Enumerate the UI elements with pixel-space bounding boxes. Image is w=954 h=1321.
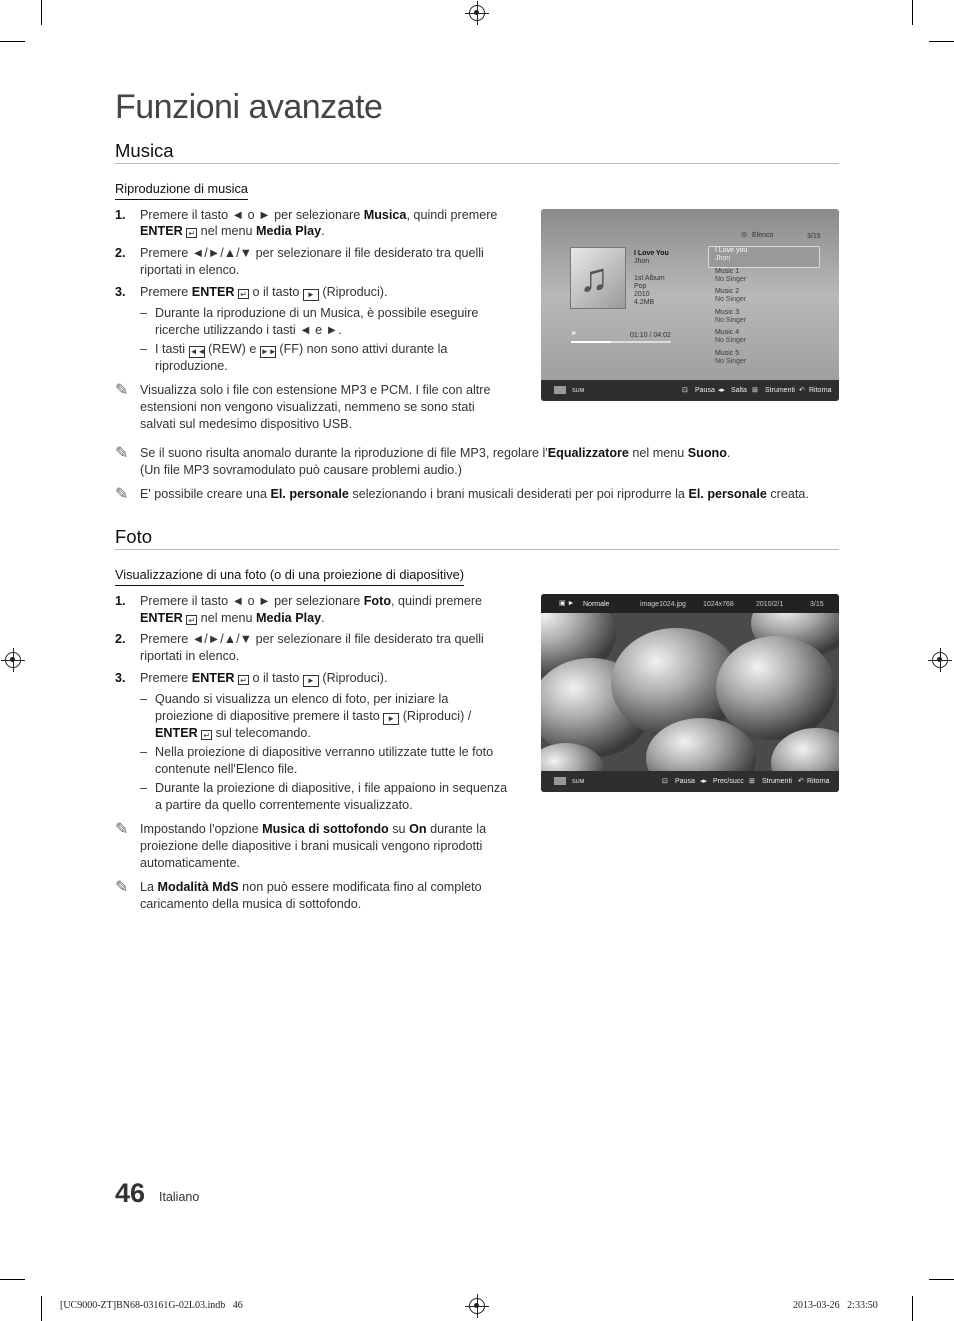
dash-text: Durante la proiezione di diapositive, i file appaiono in sequenza xyxy=(155,781,508,795)
song-title: I Love You xyxy=(634,250,669,257)
dash-text: riproduzione. xyxy=(155,359,228,373)
foto-note-2 xyxy=(115,879,515,911)
song-artist: Jhon xyxy=(634,258,650,265)
play-time: 01:10 / 04:02 xyxy=(630,332,671,339)
track-artist: No Singer xyxy=(715,316,747,324)
step-text: o il tasto xyxy=(248,285,303,299)
musica-note-1 xyxy=(115,382,515,431)
note-text: nel menu xyxy=(628,446,688,460)
musica-note-2 xyxy=(115,445,839,477)
dash-text: (Riproduci) / xyxy=(399,709,472,723)
photo-mode-icon: ▣ ► xyxy=(559,600,575,607)
step-number: 2. xyxy=(115,632,126,646)
note-pencil-icon: ✎ xyxy=(115,486,129,503)
apples-photo xyxy=(541,613,839,771)
note-text: durante la xyxy=(426,822,487,836)
note-text: selezionando i brani musicali desiderati per poi riprodurre la xyxy=(348,487,689,501)
enter-icon: ↵ xyxy=(186,615,197,625)
crop-mark xyxy=(912,1296,913,1321)
page-title: Funzioni avanzate xyxy=(115,88,383,126)
foto-dash-1 xyxy=(140,691,520,740)
photo-date: 2010/2/1 xyxy=(756,601,784,608)
album-art xyxy=(570,247,626,309)
musica-dash-1 xyxy=(140,305,520,337)
note-bold: Musica di sottofondo xyxy=(262,822,389,836)
step-text: nel menu xyxy=(197,224,256,238)
note-text: caricamento della musica di sottofondo. xyxy=(140,897,362,911)
dash-bullet: – xyxy=(140,342,148,356)
track-title[interactable]: Music 4 xyxy=(715,329,740,336)
step-text: Premere xyxy=(140,285,192,299)
skip-button-label: Salta xyxy=(731,387,747,394)
step-number: 1. xyxy=(115,594,126,608)
step-text: riportati in elenco. xyxy=(140,649,240,663)
step-text: (Riproduci). xyxy=(318,671,388,685)
progress-bar xyxy=(571,341,671,343)
foto-dash-2 xyxy=(140,744,520,776)
note-pencil-icon: ✎ xyxy=(115,382,129,399)
enter-label: ENTER xyxy=(191,285,235,299)
track-artist: Jhon xyxy=(715,255,731,262)
enter-icon: ↵ xyxy=(238,289,249,299)
section-heading-foto: Foto xyxy=(115,526,153,547)
crop-mark xyxy=(929,1279,954,1280)
list-label: Elenco xyxy=(752,232,774,239)
fast-forward-icon: ►► xyxy=(260,347,277,356)
step-text: Premere ◄/►/▲/▼ per selezionare il file desiderato tra quelli xyxy=(140,632,484,646)
dash-text: sul telecomando. xyxy=(212,726,311,740)
song-album: 1st Album xyxy=(634,275,665,282)
note-text: proiezione delle diapositive i brani musicali vengono riprodotti xyxy=(140,839,483,853)
footer-timestamp: 2013-03-26 2:33:50 xyxy=(793,1300,878,1311)
pause-button-label: Pausa xyxy=(695,387,715,394)
foto-step-3 xyxy=(115,670,515,687)
return-button-label: Ritorna xyxy=(809,387,832,394)
dash-text: contenute nell'Elenco file. xyxy=(155,762,298,776)
list-count: 3/15 xyxy=(807,233,821,240)
dash-bullet: – xyxy=(140,692,148,706)
foto-step-2 xyxy=(115,631,515,663)
note-text: Visualizza solo i file con estensione MP3 e PCM. I file con altre xyxy=(140,383,491,397)
step-text: . xyxy=(321,224,325,238)
step-bold: Media Play xyxy=(256,224,322,238)
photo-viewer-screenshot xyxy=(541,594,839,792)
registration-mark-icon xyxy=(932,652,948,668)
track-artist: No Singer xyxy=(715,296,747,303)
crop-mark xyxy=(41,0,42,25)
step-bold: Media Play xyxy=(256,611,322,625)
play-icon: ► xyxy=(303,675,319,687)
play-status-icon: ► xyxy=(571,330,578,337)
enter-label: ENTER xyxy=(191,671,235,685)
play-icon: ► xyxy=(383,713,399,725)
crop-mark xyxy=(912,0,913,25)
dash-text: I tasti xyxy=(155,342,189,356)
page-language: Italiano xyxy=(159,1190,200,1204)
device-label: SUM xyxy=(572,779,585,785)
prev-next-arrows-icon: ◂▸ xyxy=(700,778,708,785)
crop-mark xyxy=(0,41,25,42)
track-title[interactable]: Music 3 xyxy=(715,308,740,316)
step-text: nel menu xyxy=(197,611,256,625)
page-number: 46 xyxy=(115,1178,146,1208)
photo-mode: Normale xyxy=(583,601,610,608)
note-text: creata. xyxy=(766,487,809,501)
step-text: Premere il tasto ◄ o ► per selezionare xyxy=(140,208,364,222)
enter-label: ENTER xyxy=(155,726,198,740)
return-icon: ↶ xyxy=(799,387,805,394)
note-text: Impostando l'opzione xyxy=(140,822,263,836)
foto-step-1 xyxy=(115,593,515,625)
music-note-icon: ♫ xyxy=(579,256,609,300)
dash-text: (FF) non sono attivi durante la xyxy=(275,342,448,356)
pause-button-label: Pausa xyxy=(675,778,695,785)
step-number: 3. xyxy=(115,671,126,685)
play-icon: ► xyxy=(303,289,319,301)
track-title[interactable]: I Love you xyxy=(715,247,748,254)
photo-count: 3/15 xyxy=(810,601,824,608)
note-text: La xyxy=(140,880,158,894)
registration-mark-icon xyxy=(469,1298,485,1314)
foto-note-1 xyxy=(115,821,515,870)
crop-mark xyxy=(929,41,954,42)
musica-step-3 xyxy=(115,284,515,301)
track-title[interactable]: Music 5 xyxy=(715,349,740,357)
step-text: (Riproduci). xyxy=(318,285,388,299)
note-bold: Equalizzatore xyxy=(547,446,629,460)
prev-next-button-label: Prec/succ xyxy=(713,778,744,785)
note-text: non può essere modificata fino al completo xyxy=(238,880,482,894)
step-text: o il tasto xyxy=(248,671,303,685)
song-year: 2010 xyxy=(634,291,650,298)
dash-text: Durante la riproduzione di un Musica, è possibile eseguire xyxy=(155,306,479,320)
note-bold: El. personale xyxy=(270,487,349,501)
musica-dash-2 xyxy=(140,341,520,373)
note-text: . xyxy=(726,446,731,460)
step-text: Premere xyxy=(140,671,192,685)
enter-icon: ↵ xyxy=(238,675,249,685)
dash-text: proiezione di diapositive premere il tasto xyxy=(155,709,384,723)
step-bold: Musica xyxy=(363,208,407,222)
photo-resolution: 1024x768 xyxy=(703,601,734,608)
dash-bullet: – xyxy=(140,745,148,759)
skip-arrows-icon: ◂▸ xyxy=(718,387,726,394)
registration-mark-icon xyxy=(5,652,21,668)
step-text: riportati in elenco. xyxy=(140,263,240,277)
enter-label: ENTER xyxy=(140,611,183,625)
step-text: . xyxy=(321,611,325,625)
musica-step-2 xyxy=(115,245,515,277)
footer-file-info: [UC9000-ZT]BN68-03161G-02L03.indb 46 xyxy=(60,1300,243,1311)
dash-bullet: – xyxy=(140,781,148,795)
step-text: Premere il tasto ◄ o ► per selezionare xyxy=(140,594,364,608)
photo-filename: image1024.jpg xyxy=(640,601,686,608)
usb-device-icon xyxy=(554,386,566,394)
note-bold: Modalità MdS xyxy=(157,880,239,894)
section-heading-musica: Musica xyxy=(115,140,174,161)
track-title[interactable]: Music 2 xyxy=(715,288,740,295)
crop-mark xyxy=(41,1296,42,1321)
crop-mark xyxy=(0,1279,25,1280)
enter-icon: ↵ xyxy=(186,228,197,238)
track-artist: No Singer xyxy=(715,275,747,283)
music-player-screenshot xyxy=(541,209,839,401)
subheading-musica: Riproduzione di musica xyxy=(115,181,248,200)
dash-text: (REW) e xyxy=(204,342,260,356)
enter-label: ENTER xyxy=(140,224,183,238)
return-icon: ↶ xyxy=(798,778,804,785)
musica-note-3 xyxy=(115,486,839,504)
step-number: 2. xyxy=(115,246,126,260)
tools-icon: ⊞ xyxy=(752,387,758,394)
note-text: estensioni non vengono visualizzati, nemmeno se sono stati xyxy=(140,400,475,414)
step-bold: Foto xyxy=(363,594,392,608)
pause-button-icon: ⊡ xyxy=(662,778,668,785)
dash-text: a partire da quello correntemente visualizzato. xyxy=(155,798,413,812)
track-artist: No Singer xyxy=(715,337,747,344)
note-pencil-icon: ✎ xyxy=(115,821,129,838)
track-title[interactable]: Music 1 xyxy=(715,267,740,275)
dash-text: ricerche utilizzando i tasti ◄ e ►. xyxy=(155,323,342,337)
step-text: , quindi premere xyxy=(406,208,498,222)
step-number: 3. xyxy=(115,285,126,299)
note-pencil-icon: ✎ xyxy=(115,445,129,462)
foto-dash-3 xyxy=(140,780,520,812)
musica-step-1 xyxy=(115,207,515,238)
track-artist: No Singer xyxy=(715,357,747,365)
dash-text: Nella proiezione di diapositive verranno utilizzate tutte le foto xyxy=(155,745,494,759)
note-bold: El. personale xyxy=(688,487,767,501)
note-text: E' possibile creare una xyxy=(140,487,271,501)
tools-button-label: Strumenti xyxy=(762,778,792,785)
progress-fill xyxy=(571,341,611,343)
return-button-label: Ritorna xyxy=(807,778,830,785)
registration-mark-icon xyxy=(469,5,485,21)
note-text: Se il suono risulta anomalo durante la riproduzione di file MP3, regolare l' xyxy=(140,446,548,460)
note-bold: Suono xyxy=(687,446,727,460)
section-rule xyxy=(115,163,839,164)
song-size: 4.2MB xyxy=(634,299,655,306)
tools-icon: ⊞ xyxy=(749,778,755,785)
dash-text: Quando si visualizza un elenco di foto, per iniziare la xyxy=(155,692,449,706)
step-number: 1. xyxy=(115,208,126,222)
song-genre: Pop xyxy=(634,283,647,290)
step-text: Premere ◄/►/▲/▼ per selezionare il file desiderato tra quelli xyxy=(140,246,484,260)
step-text: , quindi premere xyxy=(391,594,483,608)
enter-icon: ↵ xyxy=(201,730,212,740)
note-text: salvati sul medesimo dispositivo USB. xyxy=(140,417,353,431)
tools-button-label: Strumenti xyxy=(765,387,795,394)
subheading-foto: Visualizzazione di una foto (o di una proiezione di diapositive) xyxy=(115,567,464,586)
device-label: SUM xyxy=(572,388,585,394)
note-pencil-icon: ✎ xyxy=(115,879,129,896)
dash-bullet: – xyxy=(140,306,148,320)
rewind-icon: ◄◄ xyxy=(189,347,206,356)
note-text: automaticamente. xyxy=(140,856,241,870)
list-icon: ⚙ xyxy=(741,232,748,239)
pause-button-icon: ⊡ xyxy=(682,387,688,394)
note-text: (Un file MP3 sovramodulato può causare problemi audio.) xyxy=(140,463,463,477)
section-rule xyxy=(115,549,839,550)
note-text: su xyxy=(388,822,410,836)
usb-device-icon xyxy=(554,777,566,785)
note-bold: On xyxy=(409,822,427,836)
